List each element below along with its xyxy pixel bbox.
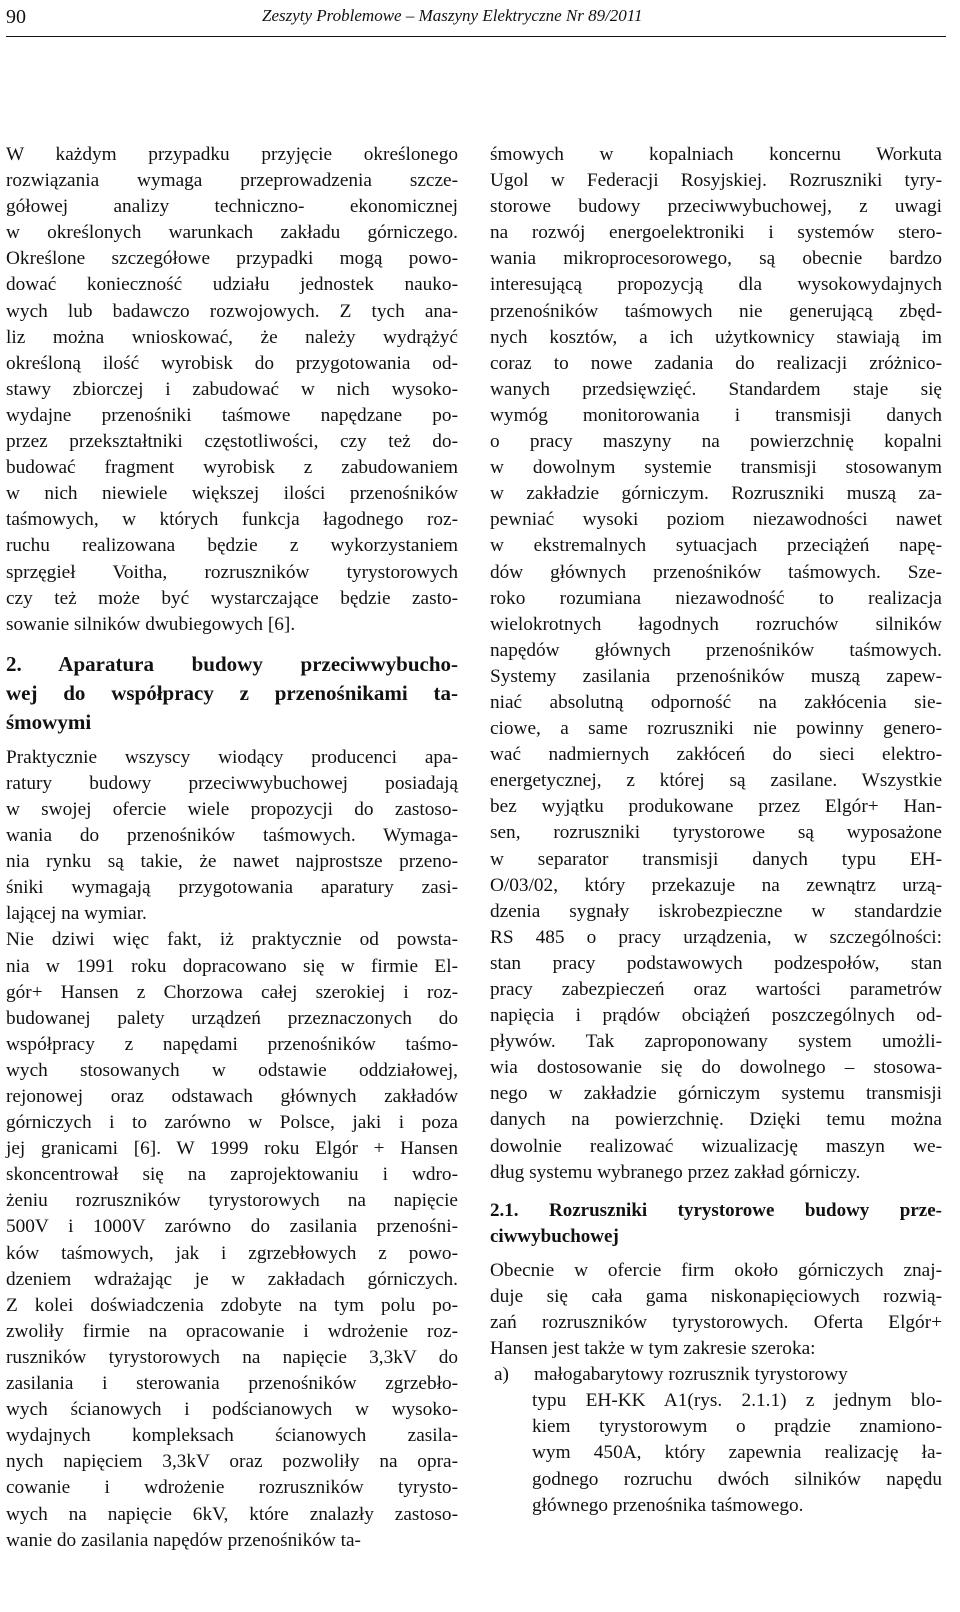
text-line: Określone szczegółowe przypadki mogą powo-	[6, 248, 458, 270]
text-line: w swojej ofercie wiele propozycji do zastoso-	[6, 798, 458, 820]
spacer	[490, 1186, 942, 1198]
text-line: wania mikroprocesorowego, są obecnie bardzo	[490, 248, 942, 270]
text-line: dzenia sygnały iskrobezpieczne w standardzie	[490, 900, 942, 922]
text-line: śniki wymagają przygotowania aparatury zasi-	[6, 877, 458, 899]
text-line: wielokrotnych łagodnych rozruchów silników	[490, 613, 942, 635]
text-line: wania do przenośników taśmowych. Wymaga-	[6, 825, 458, 847]
text-line: górniczych i to zarówno w Polsce, jaki i poza	[6, 1112, 458, 1134]
subsection-heading	[490, 1198, 942, 1250]
text-line: wym 450A, który zapewnia realizację ła-	[532, 1442, 942, 1464]
paragraph	[490, 142, 942, 1186]
text-line: w określonych warunkach zakładu górniczego.	[6, 222, 458, 244]
text-line: rozwiązania wymaga przeprowadzenia szcze-	[6, 170, 458, 192]
text-line: współpracy z napędami przenośników taśmo-	[6, 1033, 458, 1055]
text-line: niać absolutną odporność na zakłócenia sie-	[490, 691, 942, 713]
text-line: w nich niewiele większej ilości przenośników	[6, 483, 458, 505]
text-line: Nie dziwi więc fakt, iż praktycznie od powsta-	[6, 929, 458, 951]
text-line: wać nadmiernych zakłóceń do sieci elektro-	[490, 744, 942, 766]
text-line: napędów głównych przenośników taśmowych.	[490, 639, 942, 661]
text-line: śmowych w kopalniach koncernu Workuta	[490, 144, 942, 165]
text-line: napięcia i prądów obciążeń poszczególnych od-	[490, 1005, 942, 1027]
text-line: Ugol w Federacji Rosyjskiej. Rozruszniki tyry-	[490, 170, 942, 192]
text-line: pewniać wysoki poziom niezawodności nawet	[490, 509, 942, 531]
text-line: ciowe, a same rozruszniki nie powinny genero-	[490, 718, 942, 740]
text-line: lającej na wymiar.	[6, 903, 147, 925]
text-line: wych stosowanych w odstawie oddziałowej,	[6, 1059, 458, 1081]
list-label: a)	[494, 1364, 509, 1386]
spacer	[490, 1250, 942, 1258]
text-line: budować fragment wyrobisk z zabudowaniem	[6, 457, 458, 479]
paragraph	[6, 927, 458, 1553]
text-line: wymóg monitorowania i transmisji danych	[490, 404, 942, 426]
text-line: nego w zakładzie górniczym systemu transmisji	[490, 1083, 942, 1105]
list-item-continuation	[490, 1388, 942, 1518]
text-line: w dowolnym systemie transmisji stosowanym	[490, 457, 942, 479]
text-line: typu EH-KK A1(rys. 2.1.1) z jednym blo-	[532, 1390, 942, 1412]
text-line: RS 485 o pracy urządzenia, w szczególności:	[490, 926, 942, 948]
text-line: przez przekształtniki częstotliwości, czy też do-	[6, 431, 458, 453]
text-line: ruszników tyrystorowych na napięcie 3,3kV do	[6, 1346, 458, 1368]
text-line: ratury budowy przeciwwybuchowej posiadają	[6, 772, 458, 794]
text-line: roko rozumiana niezawodność to realizacja	[490, 587, 942, 609]
text-line: 2.1. Rozruszniki tyrystorowe budowy prze-	[490, 1199, 942, 1221]
text-line: przenośników taśmowych nie generującą zbęd-	[490, 300, 942, 322]
text-line: danych na powierzchnię. Dzięki temu można	[490, 1109, 942, 1131]
text-line: wej do współpracy z przenośnikami ta-	[6, 680, 458, 705]
text-line: nych kosztów, a ich użytkownicy stawiają im	[490, 326, 942, 348]
text-line: wych ścianowych i podścianowych w wysoko-	[6, 1399, 458, 1421]
text-line: w separator transmisji danych typu EH-	[490, 848, 942, 870]
text-line: nych napięciem 3,3kV oraz pozwoliły na opra-	[6, 1451, 458, 1473]
paragraph	[6, 142, 458, 638]
text-line: pracy zabezpieczeń oraz wartości parametrów	[490, 979, 942, 1000]
list-item-first-line	[490, 1362, 942, 1388]
paragraph	[6, 745, 458, 928]
text-line: Hansen jest także w tym zakresie szeroka:	[490, 1338, 816, 1360]
text-line: Praktycznie wszyscy wiodący producenci apa-	[6, 746, 458, 768]
list-item	[490, 1362, 942, 1519]
text-line: zań rozruszników tyrystorowych. Oferta Elgór+	[490, 1311, 942, 1333]
text-line: śmowymi	[6, 709, 92, 734]
text-line: sowanie silników dwubiegowych [6].	[6, 613, 296, 635]
text-line: stawy zbiorczej i zabudować w nich wysoko-	[6, 378, 458, 400]
text-line: dług systemu wybranego przez zakład górniczy.	[490, 1161, 861, 1183]
text-line: dów głównych przenośników taśmowych. Sze-	[490, 561, 942, 583]
left-column	[6, 142, 458, 1554]
text-line: wanych przedsięwzięć. Standardem staje się	[490, 378, 942, 400]
text-line: rejonowej oraz odstawach głównych zakładów	[6, 1086, 458, 1107]
text-line: nia rynku są takie, że nawet najprostsze przeno-	[6, 851, 458, 873]
text-line: wanie do zasilania napędów przenośników ta-	[6, 1529, 361, 1551]
text-line: czy też może być wystarczające będzie zasto-	[6, 587, 458, 609]
section-heading	[6, 650, 458, 737]
list-item-text: małogabarytowy rozrusznik tyrystorowy	[534, 1364, 848, 1386]
text-line: o pracy maszyny na powierzchnię kopalni	[490, 431, 942, 453]
text-line: godnego rozruchu dwóch silników napędu	[532, 1468, 942, 1490]
text-line: O/03/02, który przekazuje na zewnątrz urzą-	[490, 874, 942, 896]
text-line: storowe budowy przeciwwybuchowej, z uwagi	[490, 196, 942, 218]
text-line: budowanej palety urządzeń przeznaczonych do	[6, 1007, 458, 1029]
text-line: w ekstremalnych sytuacjach przeciążeń napę-	[490, 535, 942, 557]
page-header	[0, 0, 960, 48]
text-line: żeniu rozruszników tyrystorowych na napięcie	[6, 1190, 458, 1212]
running-title: Zeszyty Problemowe – Maszyny Elektryczne Nr 89/2011	[262, 6, 643, 25]
text-line: zasilania i sterowania przenośników zgrzebło-	[6, 1373, 458, 1395]
page-number: 90	[6, 6, 26, 28]
text-line: ruchu realizowana będzie z wykorzystaniem	[6, 535, 458, 557]
text-line: coraz to nowe zadania do realizacji zróżnico-	[490, 352, 942, 374]
text-line: Z kolei doświadczenia zdobyte na tym polu po-	[6, 1294, 458, 1316]
text-line: 2. Aparatura budowy przeciwwybucho-	[6, 651, 458, 676]
text-line: kiem tyrystorowym o prądzie znamiono-	[532, 1416, 942, 1438]
text-line: interesującą propozycją dla wysokowydajnych	[490, 274, 942, 296]
text-line: dowolnie realizować wizualizację maszyn we-	[490, 1135, 942, 1157]
text-line: na rozwój energoelektroniki i systemów stero-	[490, 222, 942, 244]
text-line: nia w 1991 roku dopracowano się w firmie El-	[6, 955, 458, 977]
text-line: skoncentrował się na zaprojektowaniu i wdro-	[6, 1164, 458, 1186]
text-line: 500V i 1000V zarówno do zasilania przenośni-	[6, 1216, 458, 1238]
text-line: ków taśmowych, jak i zgrzebłowych z powo-	[6, 1242, 458, 1264]
text-line: W każdym przypadku przyjęcie określonego	[6, 144, 458, 165]
text-line: głównego przenośnika taśmowego.	[532, 1494, 804, 1516]
text-line: liz można wnioskować, że należy wydrążyć	[6, 326, 458, 348]
text-line: sprzęgieł Voitha, rozruszników tyrystorowych	[6, 561, 458, 583]
text-line: energetycznej, z której są zasilane. Wszystkie	[490, 770, 942, 792]
text-line: wydajnych kompleksach ścianowych zasila-	[6, 1425, 458, 1447]
text-line: wych na napięcie 6kV, które znalazły zastoso-	[6, 1503, 458, 1525]
text-line: cowanie i wdrożenie rozruszników tyrysto-	[6, 1477, 458, 1499]
spacer	[6, 737, 458, 745]
text-line: gółowej analizy techniczno- ekonomicznej	[6, 196, 458, 218]
spacer	[6, 638, 458, 650]
text-line: zwoliły firmie na opracowanie i wdrożenie roz-	[6, 1320, 458, 1342]
text-line: dować konieczność udziału jednostek nauko-	[6, 274, 458, 296]
text-line: gór+ Hansen z Chorzowa całej szerokiej i roz-	[6, 981, 458, 1003]
paragraph	[490, 1258, 942, 1362]
text-line: Obecnie w ofercie firm około górniczych znaj-	[490, 1259, 942, 1281]
text-line: duje się cała gama niskonapięciowych rozwią-	[490, 1285, 942, 1307]
text-line: stan pracy podstawowych podzespołów, stan	[490, 952, 942, 974]
text-line: pływów. Tak zaproponowany system umożli-	[490, 1031, 942, 1053]
text-line: sen, rozruszniki tyrystorowe są wyposażone	[490, 822, 942, 844]
text-line: Systemy zasilania przenośników muszą zapew-	[490, 665, 942, 687]
text-line: określoną ilość wyrobisk do przygotowania od-	[6, 352, 458, 374]
text-line: dzeniem wdrażając je w zakładach górniczych.	[6, 1268, 458, 1290]
header-rule	[6, 36, 946, 37]
text-line: wych lub badawczo rozwojowych. Z tych ana-	[6, 300, 458, 322]
text-line: ciwwybuchowej	[490, 1225, 619, 1247]
text-line: wydajne przenośniki taśmowe napędzane po-	[6, 404, 458, 426]
text-line: wia dostosowanie się do dowolnego – stosowa-	[490, 1057, 942, 1079]
text-line: w zakładzie górniczym. Rozruszniki muszą za-	[490, 483, 942, 505]
text-line: bez wyjątku produkowane przez Elgór+ Han-	[490, 796, 942, 818]
text-line: taśmowych, w których funkcja łagodnego roz-	[6, 509, 458, 531]
right-column	[490, 142, 942, 1519]
text-line: jej granicami [6]. W 1999 roku Elgór + Hansen	[6, 1138, 458, 1160]
